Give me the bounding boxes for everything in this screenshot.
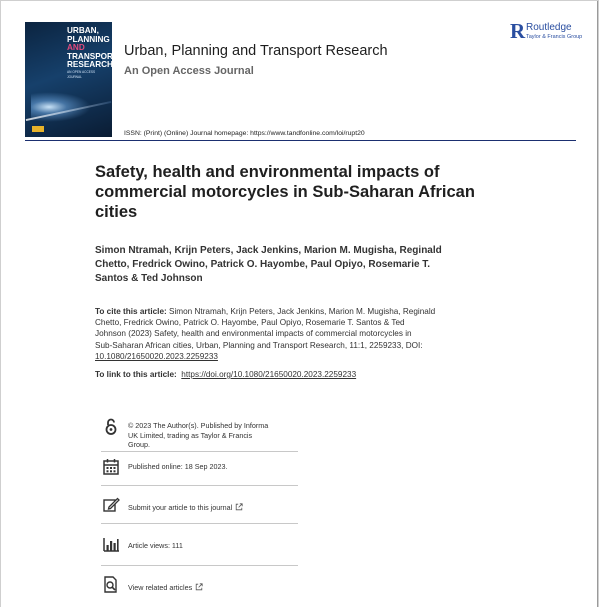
citation-label: To cite this article: bbox=[95, 307, 167, 316]
cover-title-line: AND bbox=[67, 43, 85, 52]
authors-line: Simon Ntramah, Krijn Peters, Jack Jenkins, Marion M. Mugisha, Reginald bbox=[95, 245, 442, 256]
calendar-icon bbox=[101, 457, 121, 477]
cover-subtitle: AN OPEN ACCESS JOURNAL bbox=[67, 69, 96, 79]
authors-line: Chetto, Fredrick Owino, Patrick O. Hayombe, Paul Opiyo, Rosemarie T. bbox=[95, 259, 431, 270]
citation-line: Johnson (2023) Safety, health and environmental impacts of commercial motorcycles in bbox=[95, 329, 412, 339]
journal-issn-homepage: ISSN: (Print) (Online) Journal homepage: https://www.tandfonline.com/loi/rupt20 bbox=[124, 130, 365, 137]
article-title-line: Safety, health and environmental impacts of bbox=[95, 163, 440, 181]
article-views-text: Article views: 111 bbox=[128, 541, 183, 550]
publisher-group: Taylor & Francis Group bbox=[526, 34, 583, 40]
journal-title: Urban, Planning and Transport Research bbox=[124, 43, 388, 59]
related-articles-link[interactable] bbox=[128, 583, 203, 593]
bar-chart-icon bbox=[101, 535, 121, 555]
journal-subtitle: An Open Access Journal bbox=[124, 65, 254, 77]
citation-line: Chetto, Fredrick Owino, Patrick O. Hayombe, Paul Opiyo, Rosemarie T. Santos & Ted bbox=[95, 318, 405, 328]
article-link-line bbox=[95, 370, 356, 379]
cover-title-line: URBAN, bbox=[67, 26, 99, 35]
pdf-page bbox=[1, 1, 598, 607]
header-rule bbox=[25, 140, 576, 141]
journal-cover-image bbox=[25, 22, 118, 137]
submit-article-item[interactable] bbox=[101, 495, 298, 519]
article-views-item bbox=[101, 535, 298, 559]
citation-line bbox=[95, 306, 505, 317]
divider bbox=[101, 565, 298, 566]
external-link-icon bbox=[195, 583, 203, 591]
cover-badge bbox=[32, 126, 44, 132]
cover-title-line: RESEARCH bbox=[67, 60, 113, 69]
citation-block bbox=[95, 306, 505, 362]
open-access-icon bbox=[101, 417, 121, 437]
article-doi-link[interactable]: https://doi.org/10.1080/21650020.2023.2259233 bbox=[181, 370, 357, 379]
article-link-label: To link to this article: bbox=[95, 370, 177, 379]
related-articles-label: View related articles bbox=[128, 583, 193, 592]
cover-title-line: PLANNING bbox=[67, 34, 110, 44]
cover-title-line: TRANSPORT bbox=[67, 51, 118, 61]
published-text: Published online: 18 Sep 2023. bbox=[128, 462, 228, 471]
article-title bbox=[95, 162, 505, 222]
publisher-name: Routledge bbox=[526, 22, 572, 33]
citation-doi-line bbox=[95, 351, 505, 362]
submit-article-link[interactable] bbox=[128, 503, 243, 513]
submit-article-label: Submit your article to this journal bbox=[128, 503, 233, 512]
license-line: Group. bbox=[128, 440, 150, 449]
article-title-line: cities bbox=[95, 203, 138, 221]
article-title-line: commercial motorcycles in Sub-Saharan African bbox=[95, 183, 475, 201]
divider bbox=[101, 523, 298, 524]
license-text bbox=[128, 421, 268, 450]
external-link-icon bbox=[235, 503, 243, 511]
cover-title bbox=[67, 26, 118, 80]
authors-line: Santos & Ted Johnson bbox=[95, 273, 203, 284]
search-document-icon bbox=[101, 575, 121, 595]
citation-doi-link[interactable]: 10.1080/21650020.2023.2259233 bbox=[95, 351, 218, 361]
license-line: © 2023 The Author(s). Published by Informa bbox=[128, 421, 269, 430]
article-authors bbox=[95, 244, 495, 286]
license-item bbox=[101, 417, 298, 449]
license-line: UK Limited, trading as Taylor & Francis bbox=[128, 430, 253, 440]
related-articles-item[interactable] bbox=[101, 575, 298, 599]
citation-line: Sub-Saharan African cities, Urban, Planning and Transport Research, 11:1, 2259233, DOI: bbox=[95, 340, 423, 350]
citation-text: Simon Ntramah, Krijn Peters, Jack Jenkins, Marion M. Mugisha, Reginald bbox=[166, 307, 436, 316]
divider bbox=[101, 451, 298, 452]
divider bbox=[101, 485, 298, 486]
published-item bbox=[101, 457, 298, 481]
edit-icon bbox=[101, 495, 121, 515]
routledge-logo-icon: R bbox=[510, 19, 526, 43]
